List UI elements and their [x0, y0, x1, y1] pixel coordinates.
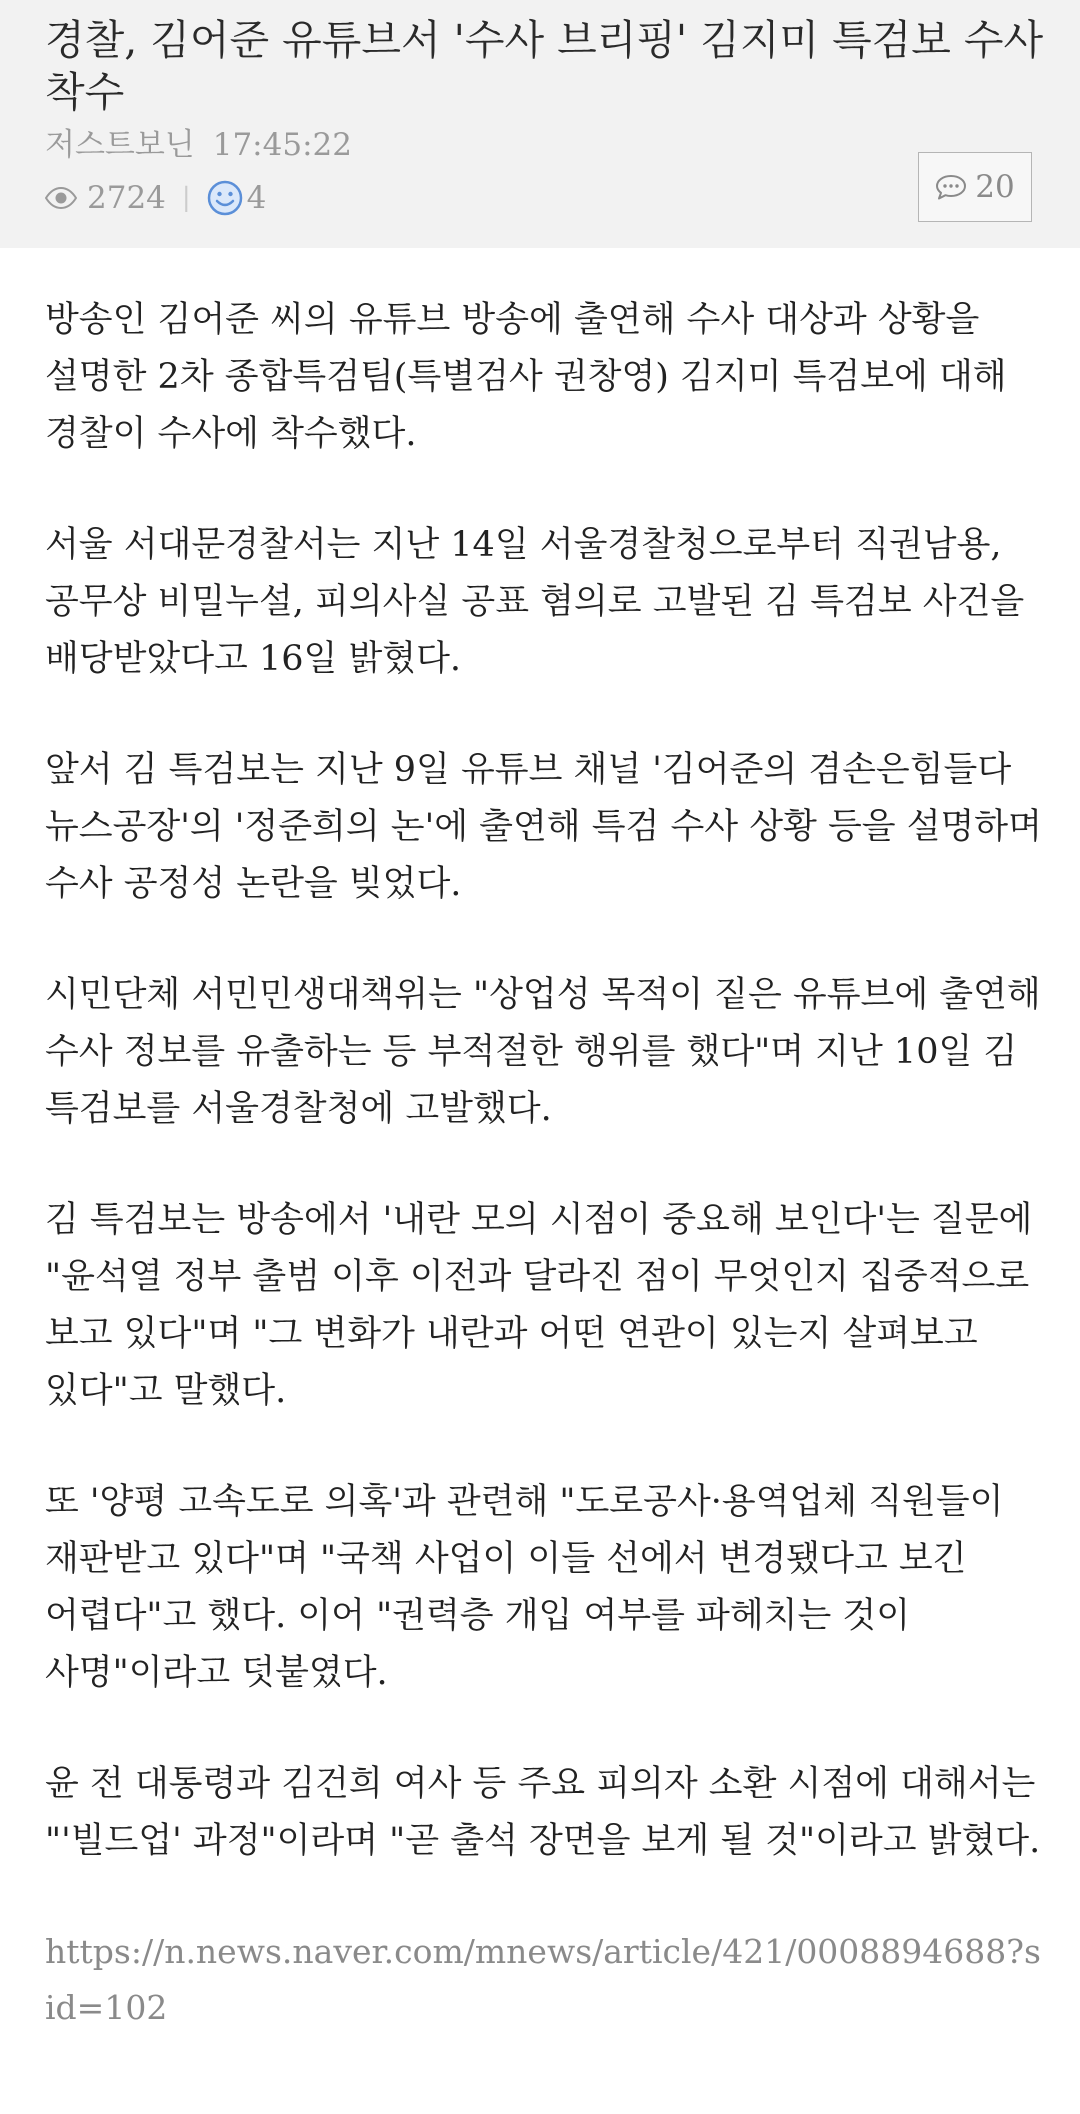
article-meta-author-time — [45, 125, 352, 165]
article-paragraph: 시민단체 서민민생대책위는 "상업성 목적이 짙은 유튜브에 출연해 수사 정보를 유출하는 등 부적절한 행위를 했다"며 지난 10일 김 특검보를 서울경찰청에 고발했다. — [45, 975, 1041, 1129]
article-paragraph: 윤 전 대통령과 김건희 여사 등 주요 피의자 소환 시점에 대해서는 "'빌드업' 과정"이라며 "곧 출석 장면을 보게 될 것"이라고 밝혔다. — [45, 1764, 1041, 1861]
article-stats — [45, 178, 266, 218]
comment-count: 20 — [975, 169, 1015, 205]
article-paragraph: 방송인 김어준 씨의 유튜브 방송에 출연해 수사 대상과 상황을 설명한 2차 종합특검팀(특별검사 권창영) 김지미 특검보에 대해 경찰이 수사에 착수했다. — [45, 300, 1007, 454]
author-name[interactable]: 저스트보닌 — [45, 127, 195, 163]
article-body — [45, 292, 1045, 2036]
reaction-count[interactable]: 4 — [246, 180, 267, 216]
article-paragraph: 김 특검보는 방송에서 '내란 모의 시점이 중요해 보인다'는 질문에 "윤석열 정부 출범 이후 이전과 달라진 점이 무엇인지 집중적으로 보고 있다"며 "그 변화가 내란과 어떤 연관이 있는지 살펴보고 있다"고 말했다. — [45, 1200, 1033, 1411]
view-count: 2724 — [87, 180, 166, 216]
article-paragraph: 앞서 김 특검보는 지난 9일 유튜브 채널 '김어준의 겸손은힘들다 뉴스공장'의 '정준희의 논'에 출연해 특검 수사 상황 등을 설명하며 수사 공정성 논란을 빚었다. — [45, 750, 1042, 904]
comments-button[interactable] — [918, 152, 1032, 222]
post-time: 17:45:22 — [212, 127, 352, 163]
smile-icon[interactable] — [207, 180, 243, 216]
source-link[interactable]: https://n.news.naver.com/mnews/article/421/0008894688?sid=102 — [45, 1932, 1041, 2027]
article-header — [0, 0, 1080, 248]
comment-icon — [935, 174, 967, 200]
article-paragraph: 또 '양평 고속도로 의혹'과 관련해 "도로공사·용역업체 직원들이 재판받고 있다"며 "국책 사업이 이들 선에서 변경됐다고 보긴 어렵다"고 했다. 이어 "권력층 개입 여부를 파헤치는 것이 사명"이라고 덧붙였다. — [45, 1482, 1004, 1693]
article-paragraph: 서울 서대문경찰서는 지난 14일 서울경찰청으로부터 직권남용, 공무상 비밀누설, 피의사실 공표 혐의로 고발된 김 특검보 사건을 배당받았다고 16일 밝혔다. — [45, 525, 1025, 679]
eye-icon — [45, 187, 77, 209]
article-title: 경찰, 김어준 유튜브서 '수사 브리핑' 김지미 특검보 수사 착수 — [45, 16, 1044, 116]
stats-divider: | — [181, 183, 191, 213]
